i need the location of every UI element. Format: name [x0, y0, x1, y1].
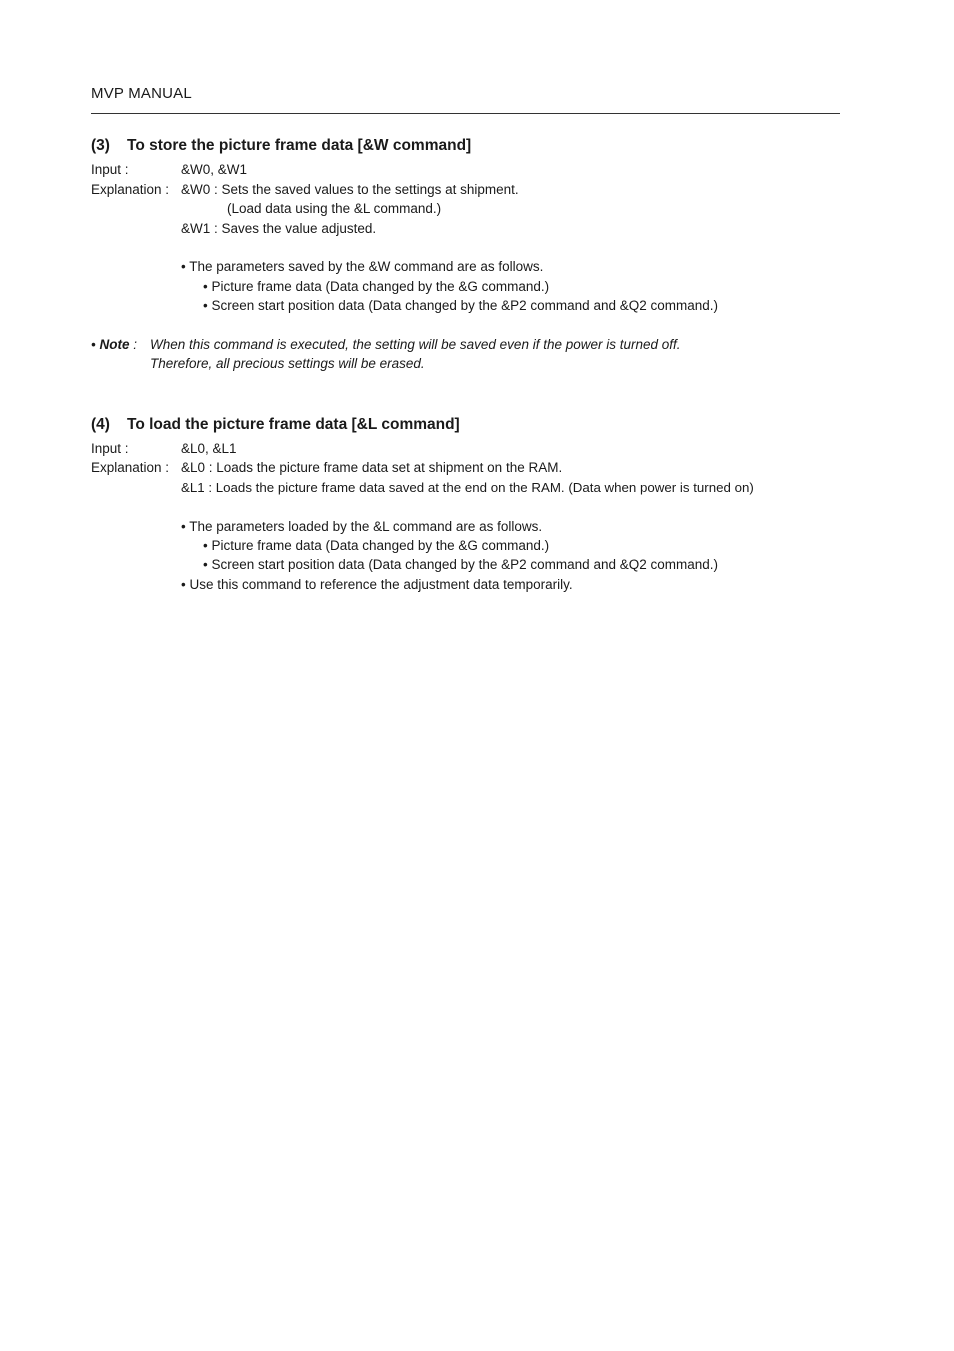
section-3-note-line-1: When this command is executed, the setting will be saved even if the power is turned off. — [150, 337, 681, 352]
note-bullet: • — [91, 337, 100, 352]
section-3-w0-continuation: (Load data using the &L command.) — [227, 201, 442, 216]
section-3-title: To store the picture frame data [&W command] — [127, 137, 472, 154]
section-3-input-value: &W0, &W1 — [181, 162, 248, 177]
header-divider — [91, 113, 840, 114]
note-label: Note — [99, 337, 130, 352]
section-4-explanation-label: Explanation : — [91, 460, 170, 475]
section-4-params-intro: • The parameters loaded by the &L command are as follows. — [181, 519, 543, 534]
section-4-number: (4) — [91, 416, 110, 433]
section-3-note — [91, 337, 137, 353]
section-4-param-item: • Screen start position data (Data changed by the &P2 command and &Q2 command.) — [203, 557, 719, 572]
section-4-title: To load the picture frame data [&L command] — [127, 416, 460, 433]
section-4-l0-line: &L0 : Loads the picture frame data set at shipment on the RAM. — [181, 460, 563, 475]
section-3-params-intro: • The parameters saved by the &W command are as follows. — [181, 259, 544, 274]
page-header-title: MVP MANUAL — [91, 85, 192, 102]
section-4-heading — [91, 416, 460, 434]
section-3-explanation-label: Explanation : — [91, 182, 170, 197]
section-3-param-item: • Picture frame data (Data changed by the &G command.) — [203, 279, 550, 294]
section-3-heading — [91, 137, 471, 155]
section-4-input-label: Input : — [91, 441, 129, 456]
section-3-input-label: Input : — [91, 162, 129, 177]
section-3-param-item: • Screen start position data (Data changed by the &P2 command and &Q2 command.) — [203, 298, 719, 313]
note-colon: : — [129, 337, 137, 352]
section-3-w0-line: &W0 : Sets the saved values to the settings at shipment. — [181, 182, 519, 197]
section-4-input-value: &L0, &L1 — [181, 441, 237, 456]
section-4-l1-line: &L1 : Loads the picture frame data saved at the end on the RAM. (Data when power is turned on) — [181, 480, 754, 495]
section-4-param-item: • Picture frame data (Data changed by the &G command.) — [203, 538, 550, 553]
section-3-w1-line: &W1 : Saves the value adjusted. — [181, 221, 377, 236]
section-3-number: (3) — [91, 137, 110, 154]
section-4-usage: • Use this command to reference the adjustment data temporarily. — [181, 577, 573, 592]
section-3-note-line-2: Therefore, all precious settings will be erased. — [150, 356, 425, 371]
